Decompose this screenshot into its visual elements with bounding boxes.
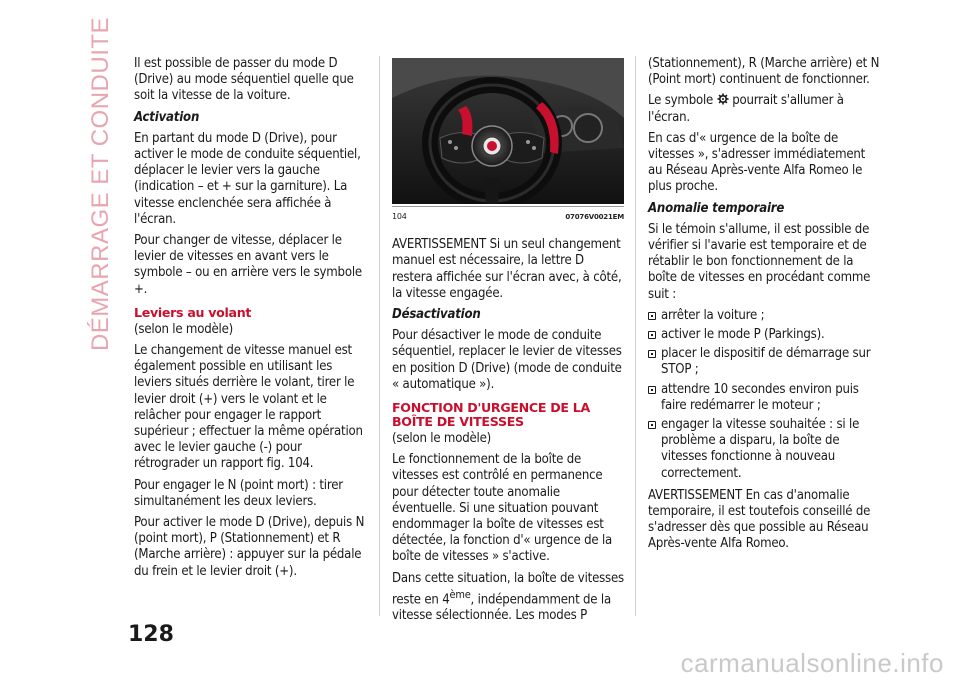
- paragraph: En partant du mode D (Drive), pour activer le mode de conduite séquentiel, déplacer le levier vers la gauche (indication – et + sur la garniture). La vitesse enclenchée sera affichée à l'écran.: [134, 130, 361, 227]
- urgence-heading: FONCTION D'URGENCE DE LA BOÎTE DE VITESSES: [392, 400, 590, 430]
- list-item-text: placer le dispositif de démarrage sur STOP ;: [661, 346, 871, 378]
- column-1: [134, 56, 368, 585]
- chapter-side-title: [84, 16, 118, 352]
- text-run: Le symbole: [648, 93, 714, 109]
- steering-wheel-illustration: [392, 58, 624, 204]
- list-item-text: engager la vitesse souhaitée : si le problème a disparu, la boîte de vitesses fonctionne à nouveau correctement.: [661, 417, 860, 481]
- checkbox-bullet-icon: [648, 421, 656, 429]
- paragraph: Le changement de vitesse manuel est également possible en utilisant les leviers situés derrière le volant, tirer le levier droit (+) vers le volant et le relâcher pour engager le rapport supérieur ; effectuer la même opération avec le levier gauche (-) pour rétrograder un rapport fig. 104.: [134, 343, 363, 472]
- steering-wheel-figure: [392, 58, 624, 204]
- paragraph: Le fonctionnement de la boîte de vitesses est contrôlé en permanence pour détecter toute anomalie éventuelle. Si une situation pouvant endommager la boîte de vitesses est détectée, la fonction d'« urgence de la boîte de vitesses » s'active.: [392, 452, 613, 565]
- paragraph: AVERTISSEMENT En cas d'anomalie temporaire, il est toutefois conseillé de s'adresser dès que possible au Réseau Après-vente Alfa Romeo.: [648, 487, 871, 552]
- paragraph: AVERTISSEMENT Si un seul changement manuel est nécessaire, la lettre D restera affichée sur l'écran avec, à côté, la vitesse engagée.: [392, 237, 622, 301]
- list-item: [648, 346, 880, 378]
- anomalie-heading: Anomalie temporaire: [648, 200, 785, 216]
- activation-heading: Activation: [134, 109, 200, 125]
- gearbox-warning-icon: [717, 93, 729, 105]
- list-item: [648, 417, 880, 482]
- desactivation-heading: Désactivation: [392, 307, 481, 323]
- leviers-heading: Leviers au volant: [134, 304, 252, 320]
- paragraph: [648, 93, 880, 125]
- subheading-note: (selon le modèle): [392, 431, 492, 447]
- paragraph: [392, 571, 624, 625]
- checkbox-bullet-icon: [648, 386, 656, 394]
- list-item-text: activer le mode P (Parkings).: [661, 327, 825, 343]
- text-run: Dans cette situation, la boîte de vitesses reste en 4: [392, 570, 624, 608]
- list-item: [648, 308, 880, 324]
- list-item: [648, 327, 880, 343]
- paragraph: Pour activer le mode D (Drive), depuis N (point mort), P (Stationnement) et R (Marche arrière) : appuyer sur la pédale du frein et le levier droit (+).: [134, 515, 365, 579]
- figure-caption: [392, 206, 624, 225]
- figure-number: 104: [392, 212, 407, 221]
- list-item-text: attendre 10 secondes environ puis faire redémarrer le moteur ;: [661, 381, 859, 413]
- paragraph: Pour engager le N (point mort) : tirer simultanément les deux leviers.: [134, 477, 343, 509]
- paragraph: Pour changer de vitesse, déplacer le levier de vitesses en avant vers le symbole – ou en arrière vers le symbole +.: [134, 233, 362, 297]
- paragraph: Pour désactiver le mode de conduite séquentiel, replacer le levier de vitesses en position D (Drive) (mode de conduite « automatique »).: [392, 328, 622, 392]
- text-run: , indépendamment de la vitesse sélectionnée. Les modes P: [392, 592, 611, 624]
- text-run: pourrait s'allumer à l'écran.: [648, 93, 844, 125]
- page-number: 128: [128, 622, 174, 647]
- watermark: carmanualsonline.info: [680, 648, 944, 678]
- column-divider: [635, 56, 636, 616]
- paragraph: En cas d'« urgence de la boîte de vitesses », s'adresser immédiatement au Réseau Après-vente Alfa Romeo le plus proche.: [648, 130, 866, 195]
- column-3: [648, 56, 880, 558]
- paragraph: Si le témoin s'allume, il est possible de vérifier si l'avarie est temporaire et de rétablir le bon fonctionnement de la boîte de vitesses en procédant comme suit :: [648, 221, 871, 302]
- list-item: [648, 382, 880, 414]
- checkbox-bullet-icon: [648, 331, 656, 339]
- chapter-title-text: DÉMARRAGE ET CONDUITE: [87, 16, 114, 352]
- column-divider: [379, 56, 380, 616]
- paragraph: (Stationnement), R (Marche arrière) et N (Point mort) continuent de fonctionner.: [648, 56, 880, 88]
- paragraph: Il est possible de passer du mode D (Drive) au mode séquentiel quelle que soit la vitesse de la voiture.: [134, 56, 354, 104]
- figure-code: 07076V0021EM: [565, 213, 624, 221]
- checkbox-bullet-icon: [648, 312, 656, 320]
- column-2: [392, 58, 624, 630]
- superscript: ème: [449, 587, 471, 601]
- list-item-text: arrêter la voiture ;: [661, 307, 765, 323]
- subheading-note: (selon le modèle): [134, 321, 234, 337]
- checkbox-bullet-icon: [648, 350, 656, 358]
